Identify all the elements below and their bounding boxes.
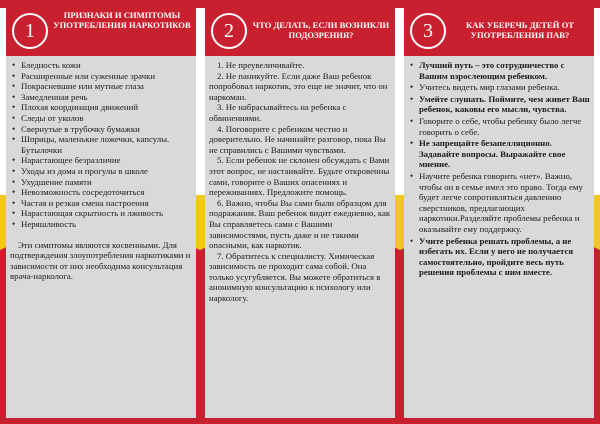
panel-symptoms — [6, 6, 196, 418]
list-item: • Нарастающая скрытность и лживость — [21, 208, 192, 219]
panel-what-to-do — [205, 6, 395, 418]
list-item-text: Научите ребенка говорить «нет». Важно, чтобы он в семье имел это право. Тогда ему будет легче сопротивляться давлению сверстников, предлагающих наркотики.Разделяйте проблемы ребенка и оказывайте ему поддержку. — [419, 170, 583, 234]
advice-paragraph: 2. Не паникуйте. Если даже Ваш ребенок попробовал наркотик, это еще не значит, что он наркоман. — [209, 70, 388, 102]
list-item: • Невозможность сосредоточиться — [21, 187, 192, 198]
list-item — [419, 236, 590, 278]
advice-paragraph: 4. Поговорите с ребенком честно и доверительно. Не начинайте разговор, пока Вы не справились с Вашими чувствами. — [209, 123, 386, 155]
panel-body — [404, 58, 594, 418]
list-item-text: Лучший путь – это сотрудничество с Вашим взрослеющим ребенком. — [419, 60, 565, 81]
list-item: • Расширенные или суженные зрачки — [21, 71, 192, 82]
symptom-list — [10, 60, 192, 230]
list-item-text: Учитесь видеть мир глазами ребенка. — [419, 82, 560, 93]
list-item: • Замедленная речь — [21, 92, 192, 103]
panel-body — [6, 58, 196, 418]
panel-number: 1 — [12, 13, 48, 49]
list-item-text: Не запрещайте безапелляционно. Задавайте вопросы. Выражайте свое мнение. — [419, 138, 566, 170]
panel-title: ПРИЗНАКИ И СИМПТОМЫ УПОТРЕБЛЕНИЯ НАРКОТИКОВ — [53, 10, 191, 30]
list-item: • Шприцы, маленькие ложечки, капсулы. Бутылочки — [21, 134, 192, 155]
panel-body — [205, 58, 395, 418]
list-item — [419, 82, 590, 93]
advice-paragraph: 5. Если ребенок не склонен обсуждать с Вами этот вопрос, не настаивайте. Будьте откровенны сами, говорите о Ваших опасениях и переживаниях. Предложите помощь. — [209, 155, 390, 198]
list-item: • Покрасневшие или мутные глаза — [21, 81, 192, 92]
list-item-text: Умейте слушать. Поймите, чем живет Ваш ребенок, каковы его мысли, чувства. — [419, 93, 590, 115]
list-item — [419, 138, 590, 170]
list-item-text: Говорите о себе, чтобы ребенку было легче говорить о себе. — [419, 115, 582, 137]
list-item: • Нарастающее безразличие — [21, 155, 192, 166]
panel-title: ЧТО ДЕЛАТЬ, ЕСЛИ ВОЗНИКЛИ ПОДОЗРЕНИЯ? — [252, 20, 390, 40]
list-item-text: Учите ребенка решать проблемы, а не избегать их. Если у него не получается самостоятельно, пройдите весь путь решения проблемы с ним вместе. — [419, 235, 574, 278]
list-item: • Бледность кожи — [21, 60, 192, 71]
advice-paragraph: 7. Обратитесь к специалисту. Химическая зависимость не проходит сама собой. Она только усугубляется. Вы можете обратиться в анонимную консультацию к психологу или наркологу. — [209, 250, 381, 304]
list-item: • Уходы из дома и прогулы в школе — [21, 166, 192, 177]
list-item: • Ухудшение памяти — [21, 177, 192, 188]
list-item: • Плохая координация движений — [21, 102, 192, 113]
panel-header — [205, 6, 395, 56]
list-item: • Свернутые в трубочку бумажки — [21, 124, 192, 135]
list-item: • Неряшливость — [21, 219, 192, 230]
prevention-list — [408, 60, 590, 278]
advice-paragraph: 6. Важно, чтобы Вы сами были образцом для подражания. Ваш ребенок видит ежедневно, как Вы справляетесь сами с Вашими зависимостями, пусть даже и не такими опасными, как наркотик. — [209, 197, 391, 251]
list-item: • Частая и резкая смена настроения — [21, 198, 192, 209]
list-item — [419, 116, 590, 137]
panel-header — [404, 6, 594, 56]
list-item — [419, 94, 590, 115]
list-item — [419, 171, 590, 235]
panel-title: КАК УБЕРЕЧЬ ДЕТЕЙ ОТ УПОТРЕБЛЕНИЯ ПАВ? — [465, 20, 574, 40]
panel-prevention — [404, 6, 594, 418]
list-item: • Следы от уколов — [21, 113, 192, 124]
panel-header — [6, 6, 196, 56]
panel-footer-note: Эти симптомы являются косвенными. Для подтверждения злоупотребления наркотиками и зависимости от них необходима консультация врача-нарколога. — [10, 239, 191, 282]
advice-paragraph: 3. Не набрасывайтесь на ребенка с обвинениями. — [209, 102, 347, 123]
list-item — [419, 60, 590, 81]
panel-number: 2 — [211, 13, 247, 49]
panel-number: 3 — [410, 13, 446, 49]
advice-paragraph: 1. Не преувеличивайте. — [217, 60, 305, 70]
